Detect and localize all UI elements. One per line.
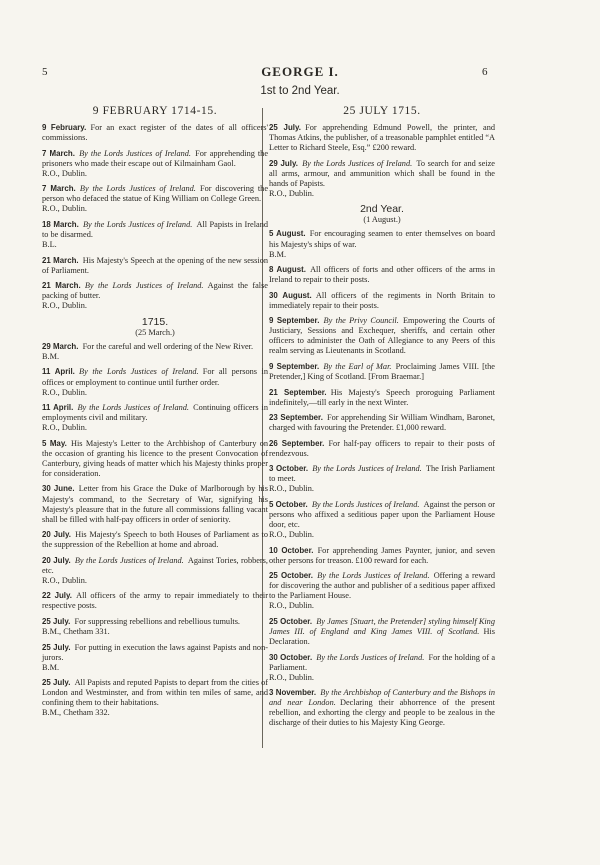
- entry-text: Declaring their abhorrence of the present rebellion, and exhorting the clergy and people to be zealous in the discharge of their duties to his Majesty King George.: [269, 698, 495, 728]
- entry: [42, 220, 268, 250]
- entry: [42, 403, 268, 433]
- entry-text: For half-pay officers to repair to their posts of rendezvous.: [269, 438, 495, 458]
- entry-authority: By the Lords Justices of Ireland.: [317, 571, 430, 581]
- entry: [269, 464, 495, 494]
- entry-date: 9 February.: [42, 123, 87, 133]
- entry-date: 7 March.: [42, 148, 75, 158]
- entry-text: All officers of the regiments in North Britain to immediately repair to their posts.: [269, 290, 495, 310]
- entry-text: Against the person or persons who affixed a seditious paper upon the Parliament House door, etc.: [269, 500, 495, 530]
- entry-date: 25 July.: [269, 123, 301, 133]
- entry-text: For an exact register of the dates of all officers' commissions.: [42, 123, 269, 143]
- entry-text: For the holding of a Parliament.: [269, 652, 495, 672]
- entry-date: 20 July.: [42, 555, 71, 565]
- entry: [42, 484, 268, 524]
- entry-authority: By the Earl of Mar.: [323, 361, 392, 371]
- entry-date: 18 March.: [42, 219, 79, 229]
- entry-source: B.M., Chetham 331.: [42, 627, 110, 637]
- entry-date: 3 November.: [269, 688, 317, 698]
- entry: [269, 500, 495, 540]
- entry-source: B.M., Chetham 332.: [42, 708, 110, 718]
- entry-text: Empowering the Courts of Justiciary, Sessions and Exchequer, sheriffs, and certain other officers to administer the Oath of Allegiance to any Peers of this realm serving as Lieutenants in Scotland.: [269, 316, 495, 356]
- entry: [42, 591, 268, 611]
- entry-text: The Irish Parliament to meet.: [269, 464, 495, 484]
- entry-text: Against the false packing of butter.: [42, 281, 268, 301]
- entry-date: 21 September.: [269, 387, 327, 397]
- entry-text: His Majesty's Speech proroguing Parliament indefinitely,—till early in the next Winter.: [269, 387, 495, 407]
- entry-authority: By the Lords Justices of Ireland.: [312, 464, 422, 474]
- entry-text: Against Tories, robbers, etc.: [42, 555, 268, 575]
- entry-date: 30 June.: [42, 484, 75, 494]
- entry-text: For apprehending Edmund Powell, the printer, and Thomas Atkins, the publisher, of a treasonable pamphlet entitled “A Letter to Richard Steele, Esq.” £200 reward.: [269, 123, 495, 153]
- entry-text: Offering a reward for discovering the author and publisher of a seditious paper affixed to the Parliament House.: [269, 571, 496, 601]
- entry-date: 25 July.: [42, 678, 71, 688]
- entry-date: 30 October.: [269, 652, 313, 662]
- entry-source: R.O., Dublin.: [42, 204, 87, 214]
- entry-date: 22 July.: [42, 591, 72, 601]
- entry: [269, 571, 495, 611]
- entry-date: 5 October.: [269, 500, 308, 509]
- entry-source: R.O., Dublin.: [42, 168, 87, 178]
- entry-source: B.M.: [42, 351, 60, 361]
- entry-text: All officers of the army to repair immediately to their respective posts.: [42, 591, 268, 611]
- entry: [269, 388, 495, 408]
- entry: [269, 265, 495, 285]
- entry-text: His Majesty's Speech to both Houses of Parliament as to the suppression of the Rebellion at home and abroad.: [42, 530, 268, 550]
- page-number-right: 6: [482, 66, 488, 78]
- entry-text: Letter from his Grace the Duke of Marlborough by his Majesty's command, to the Secretary of War, signifying his Majesty's pleasure that in the future all commissions falling vacant shall be filled with half-pay officers in order of seniority.: [42, 484, 269, 524]
- right-column: [269, 106, 495, 734]
- entry-date: 11 April.: [42, 367, 75, 377]
- entry-date: 30 August.: [269, 290, 312, 300]
- entry-list: [42, 342, 268, 719]
- entry-date: 29 July.: [269, 158, 298, 168]
- entry-date: 20 July.: [42, 530, 71, 540]
- entry: [42, 556, 268, 586]
- entry-authority: By the Lords Justices of Ireland.: [74, 555, 184, 565]
- entry-date: 10 October.: [269, 545, 314, 555]
- entry: [42, 617, 268, 637]
- entry-date: 25 October.: [269, 571, 314, 581]
- entry: [42, 342, 268, 362]
- entry-authority: By the Lords Justices of Ireland.: [79, 184, 196, 194]
- year-date: (25 March.): [135, 327, 175, 337]
- entry: [269, 546, 495, 566]
- entry-source: R.O., Dublin.: [269, 484, 314, 494]
- entry: [269, 291, 495, 311]
- entry: [269, 617, 495, 647]
- entry: [42, 281, 268, 311]
- entry-text: All Papists in Ireland to be disarmed.: [42, 219, 268, 239]
- entry: [269, 229, 495, 259]
- entry-authority: By the Privy Council.: [323, 316, 399, 326]
- entry-text: For the careful and well ordering of the New River.: [82, 341, 254, 351]
- entry-text: For apprehending Sir William Windham, Baronet, charged with favouring the Pretender. £1,000 reward.: [269, 413, 495, 433]
- entry-text: For putting in execution the laws against Papists and non-jurors.: [42, 642, 268, 662]
- entry-text: For apprehending James Paynter, junior, and seven other persons for treason. £100 reward for each.: [269, 545, 495, 565]
- entry-source: R.O., Dublin.: [269, 672, 314, 682]
- entry-date: 11 April.: [42, 403, 74, 413]
- entry: [269, 159, 495, 199]
- entry-date: 9 September.: [269, 316, 320, 326]
- entry-date: 23 September.: [269, 413, 323, 423]
- entry-date: 9 September.: [269, 361, 320, 371]
- entry-source: R.O., Dublin.: [42, 301, 87, 311]
- entry: [42, 149, 268, 179]
- entry-list: [269, 229, 495, 728]
- entry-source: R.O., Dublin.: [269, 601, 314, 611]
- entry-list: [269, 123, 495, 199]
- entry: [42, 678, 268, 718]
- entry: [42, 643, 268, 673]
- section-heading: 25 JULY 1715.: [343, 105, 421, 117]
- entry-text: For discovering the person who defaced the statue of King William on College Green.: [42, 184, 268, 204]
- entry: [269, 439, 495, 459]
- entry-text: For all persons in offices or employment to continue until further order.: [42, 367, 268, 387]
- entry-text: His Declaration.: [269, 627, 495, 647]
- entry-text: All Papists and reputed Papists to depart from the cities of London and Westminster, and from within ten miles of same, and confining them to their habitations.: [42, 678, 268, 708]
- entry: [42, 367, 268, 397]
- left-column: [42, 106, 268, 724]
- entry-date: 3 October.: [269, 464, 309, 474]
- entry-authority: By the Lords Justices of Ireland.: [316, 652, 425, 662]
- year-heading: 1715.: [141, 315, 169, 328]
- entry-authority: By the Lords Justices of Ireland.: [311, 500, 420, 509]
- section-heading: 9 FEBRUARY 1714-15.: [92, 105, 218, 117]
- entry: [269, 362, 495, 382]
- entry-authority: By the Lords Justices of Ireland.: [82, 219, 193, 229]
- year-date: (1 August.): [363, 215, 401, 225]
- year-heading: 2nd Year.: [360, 203, 404, 216]
- entry-authority: By the Lords Justices of Ireland.: [77, 403, 189, 413]
- entry: [42, 256, 268, 276]
- entry-source: R.O., Dublin.: [269, 188, 314, 198]
- entry-source: B.M.: [42, 662, 60, 672]
- entry-source: R.O., Dublin.: [42, 423, 87, 433]
- entry-date: 5 May.: [42, 438, 67, 448]
- page-number-left: 5: [42, 66, 48, 78]
- entry-text: His Majesty's Speech at the opening of the new session of Parliament.: [42, 255, 268, 275]
- entry: [42, 123, 268, 143]
- entry-authority: By the Lords Justices of Ireland.: [79, 148, 192, 158]
- running-title: GEORGE I.: [261, 64, 339, 79]
- entry-source: R.O., Dublin.: [269, 530, 314, 540]
- entry: [269, 123, 495, 153]
- entry: [42, 439, 268, 479]
- entry-source: R.O., Dublin.: [42, 575, 87, 585]
- entry: [269, 413, 495, 433]
- entry-text: His Majesty's Letter to the Archbishop of Canterbury on the occasion of granting his licence to the present Convocation of Canterbury, giving heads of matter which his Majesty thinks proper for consideration.: [42, 438, 268, 478]
- entry: [269, 653, 495, 683]
- entry-date: 25 July.: [42, 616, 71, 626]
- entry-authority: By the Lords Justices of Ireland.: [84, 281, 204, 291]
- entry-text: For encouraging seamen to enter themselves on board his Majesty's ships of war.: [269, 229, 495, 249]
- entry-authority: By James [Stuart, the Pretender] styling himself King James III. of England and King James VIII. of Scotland.: [269, 616, 495, 637]
- entry-date: 7 March.: [42, 184, 76, 194]
- entry-source: B.L.: [42, 240, 57, 250]
- entry-list: [42, 123, 268, 311]
- entry: [42, 184, 268, 214]
- entry-source: R.O., Dublin.: [42, 387, 87, 397]
- entry-source: B.M.: [269, 249, 287, 259]
- entry-date: 25 July.: [42, 642, 71, 652]
- entry-authority: By the Archbishop of Canterbury and the Bishops in and near London.: [269, 688, 495, 708]
- entry-text: For suppressing rebellions and rebellious tumults.: [74, 616, 240, 626]
- entry: [269, 688, 495, 728]
- entry-date: 21 March.: [42, 255, 79, 265]
- entry-authority: By the Lords Justices of Ireland.: [79, 367, 199, 377]
- entry-text: Continuing officers in employments civil and military.: [42, 403, 268, 423]
- entry-date: 21 March.: [42, 281, 81, 291]
- entry-date: 5 August.: [269, 229, 306, 239]
- entry-date: 29 March.: [42, 341, 79, 351]
- entry-date: 8 August.: [269, 265, 306, 275]
- entry-date: 26 September.: [269, 438, 325, 448]
- entry-text: Proclaiming James VIII. [the Pretender,] King of Scotland. [From Braemar.]: [269, 361, 495, 382]
- entry-authority: By the Lords Justices of Ireland.: [302, 158, 413, 168]
- entry: [269, 316, 495, 356]
- entry: [42, 530, 268, 550]
- entry-text: To search for and seize all arms, armour, and ammunition which shall be found in the hands of Papists.: [269, 158, 495, 188]
- entry-date: 25 October.: [269, 616, 313, 626]
- year-subtitle: 1st to 2nd Year.: [260, 85, 340, 97]
- entry-text: All officers of forts and other officers of the arms in Ireland to repair to their posts.: [269, 265, 495, 285]
- entry-text: For apprehending the prisoners who made their escape out of Kilmainham Gaol.: [42, 148, 269, 168]
